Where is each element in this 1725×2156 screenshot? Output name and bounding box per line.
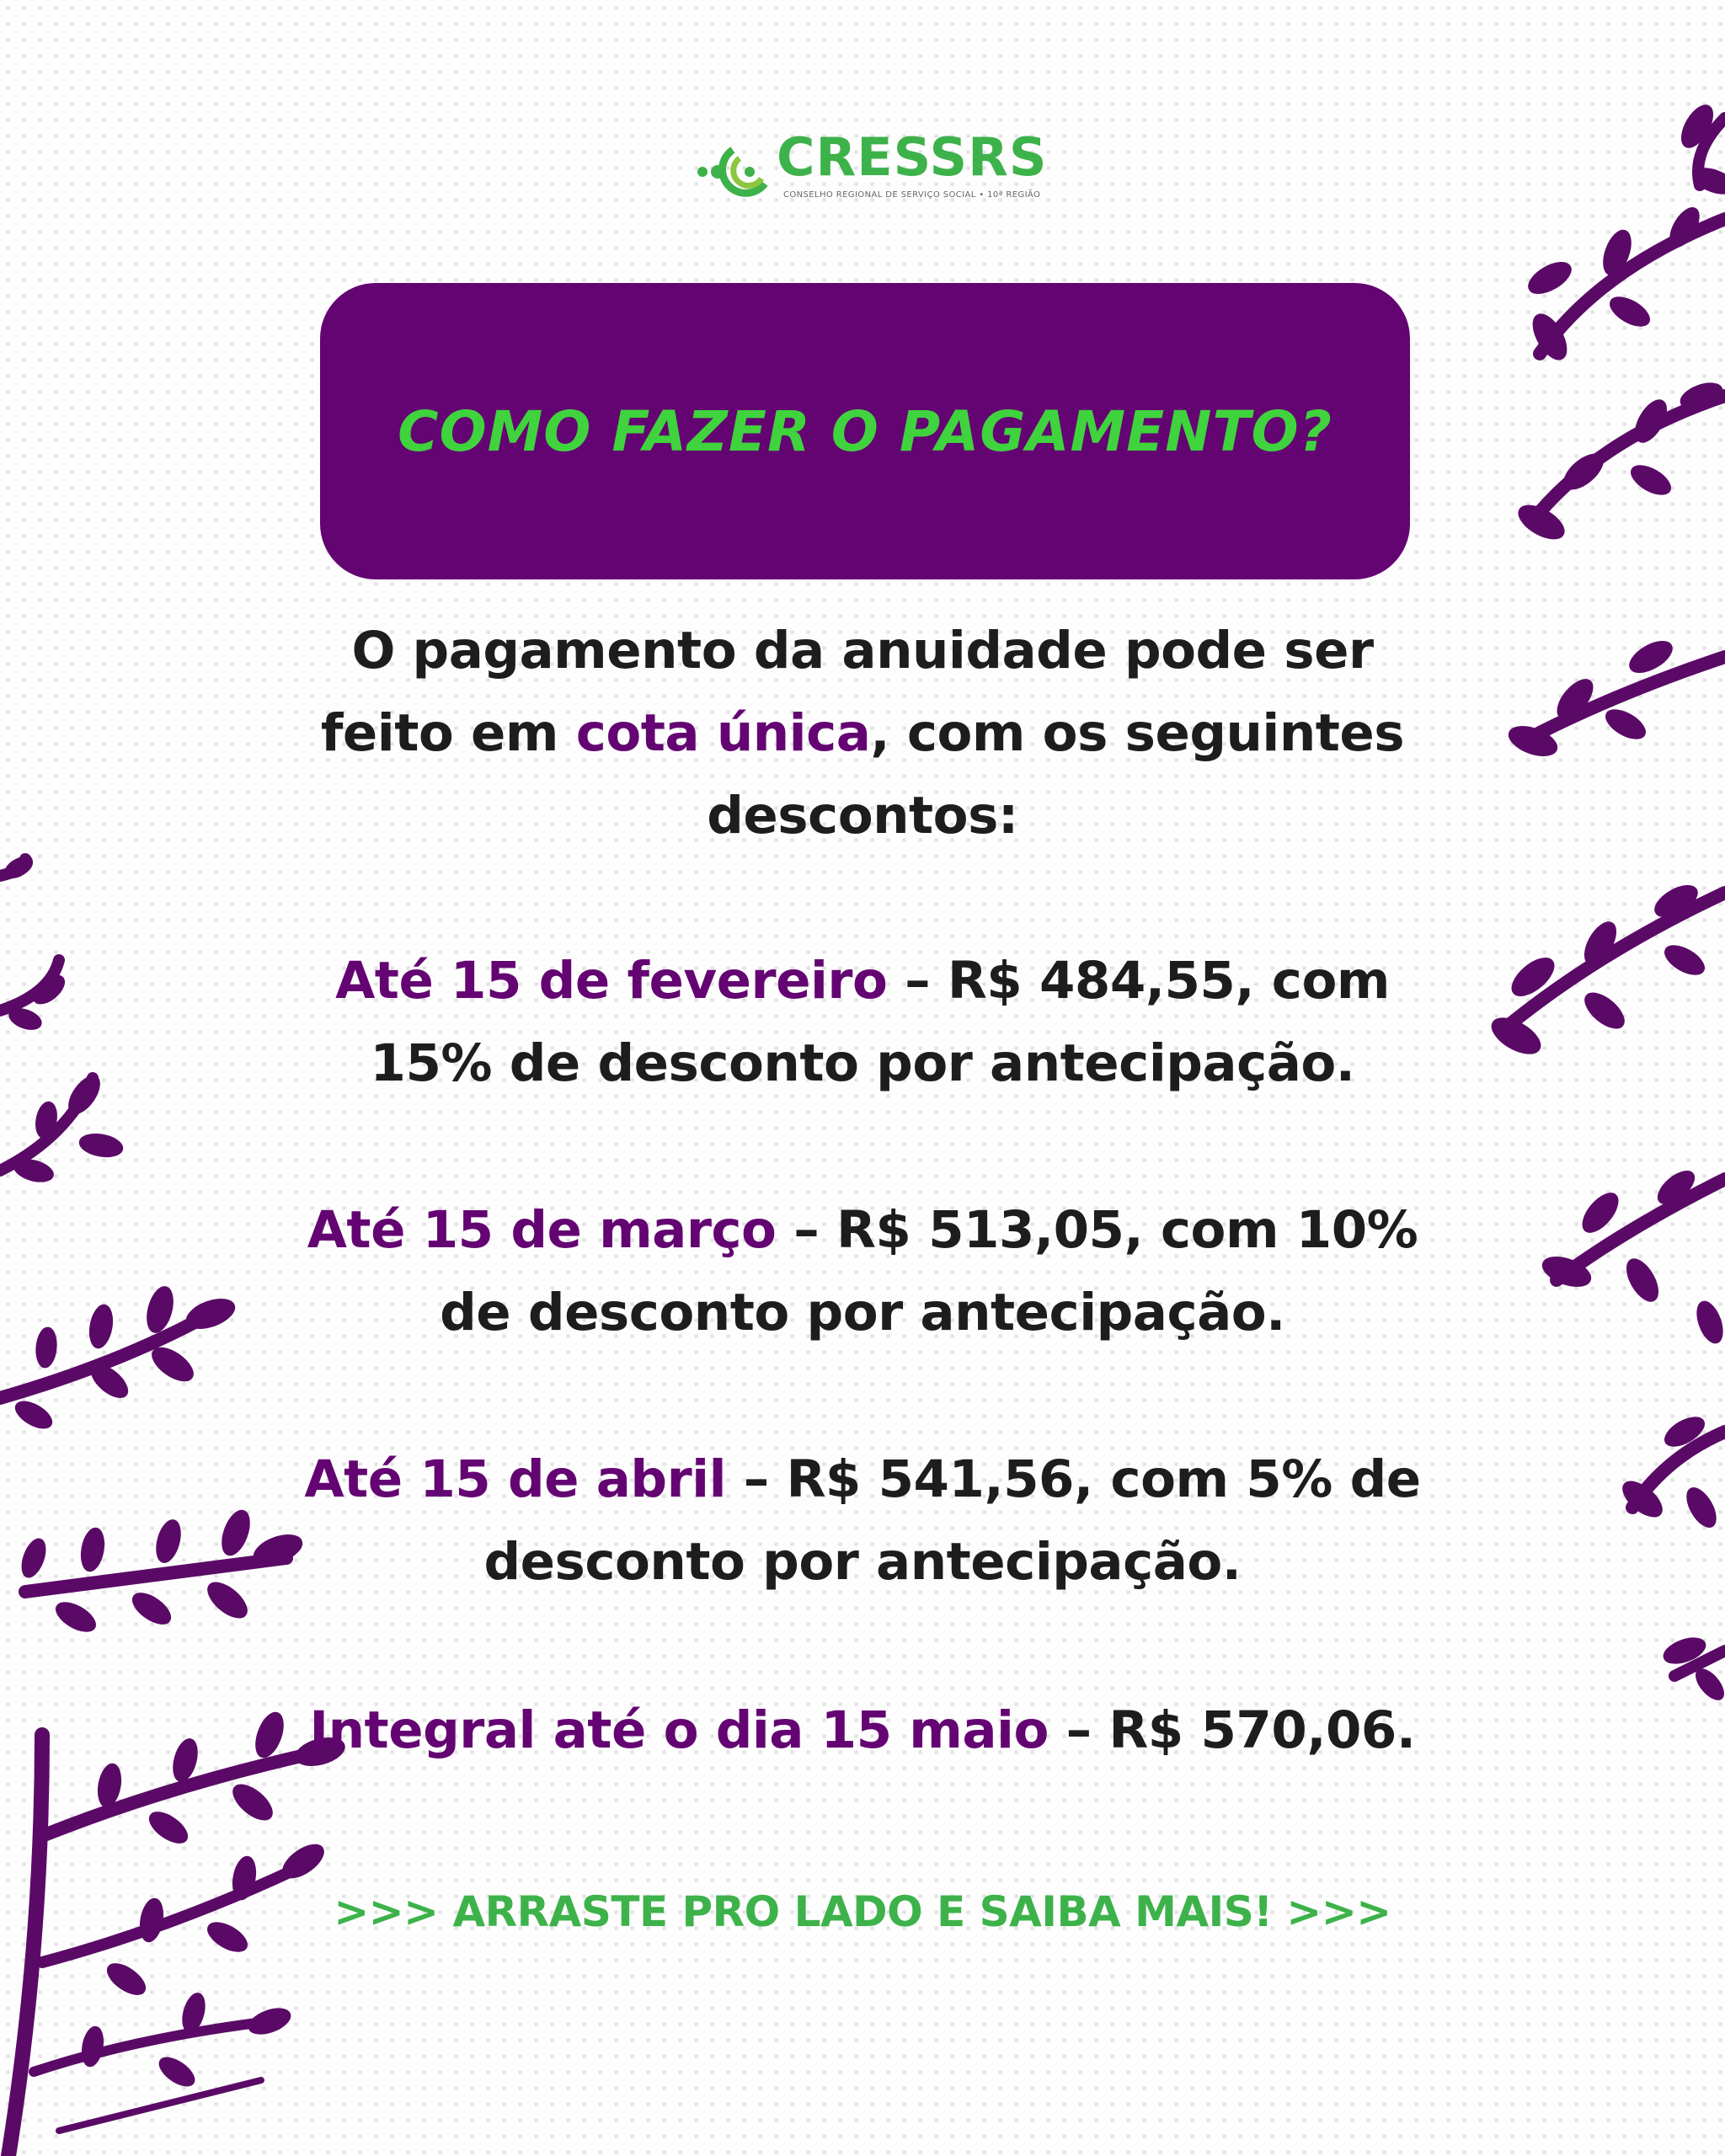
payment-discount: 15% de desconto por antecipação.: [370, 1033, 1355, 1093]
intro-line-3: descontos:: [707, 786, 1018, 846]
right-vine-illustration: [1486, 100, 1725, 1705]
cressrs-logo: [696, 126, 1048, 211]
payment-amount: – R$ 513,05, com 10%: [776, 1200, 1418, 1260]
cressrs-logo-icon: [696, 140, 772, 204]
payment-amount: – R$ 570,06.: [1048, 1700, 1416, 1760]
payment-discount: desconto por antecipação.: [483, 1532, 1242, 1592]
payment-discount: de desconto por antecipação.: [440, 1283, 1285, 1342]
payment-deadline: Integral até o dia 15 maio: [309, 1700, 1049, 1760]
intro-line-2: [273, 692, 1452, 775]
payment-option-line: [273, 1189, 1452, 1272]
payment-option-line: [273, 940, 1452, 1022]
payment-deadline: Até 15 de fevereiro: [335, 951, 888, 1011]
payment-option-line: [273, 1689, 1452, 1772]
payment-option-line: [273, 1438, 1452, 1521]
page-title: COMO FAZER O PAGAMENTO?: [398, 398, 1332, 464]
intro-highlight: cota única: [575, 703, 871, 763]
brand-subtitle: CONSELHO REGIONAL DE SERVIÇO SOCIAL • 10ª REGIÃO: [783, 190, 1041, 200]
payment-option: [273, 1189, 1452, 1354]
payment-option: [273, 1689, 1452, 1772]
intro-text: feito em: [320, 703, 576, 763]
intro-line-1: O pagamento da anuidade pode ser: [351, 621, 1374, 680]
swipe-call-to-action: >>> ARRASTE PRO LADO E SAIBA MAIS! >>>: [334, 1887, 1391, 1936]
payment-deadline: Até 15 de março: [307, 1200, 777, 1260]
intro-paragraph: [273, 610, 1452, 857]
payment-amount: – R$ 484,55, com: [887, 951, 1390, 1011]
payment-amount: – R$ 541,56, com 5% de: [725, 1449, 1421, 1509]
title-banner: [320, 283, 1410, 579]
intro-text: , com os seguintes: [870, 703, 1405, 763]
brand-name: CRESSRS: [777, 126, 1048, 188]
payment-deadline: Até 15 de abril: [304, 1449, 726, 1509]
payment-option: [273, 940, 1452, 1105]
payment-option: [273, 1438, 1452, 1604]
